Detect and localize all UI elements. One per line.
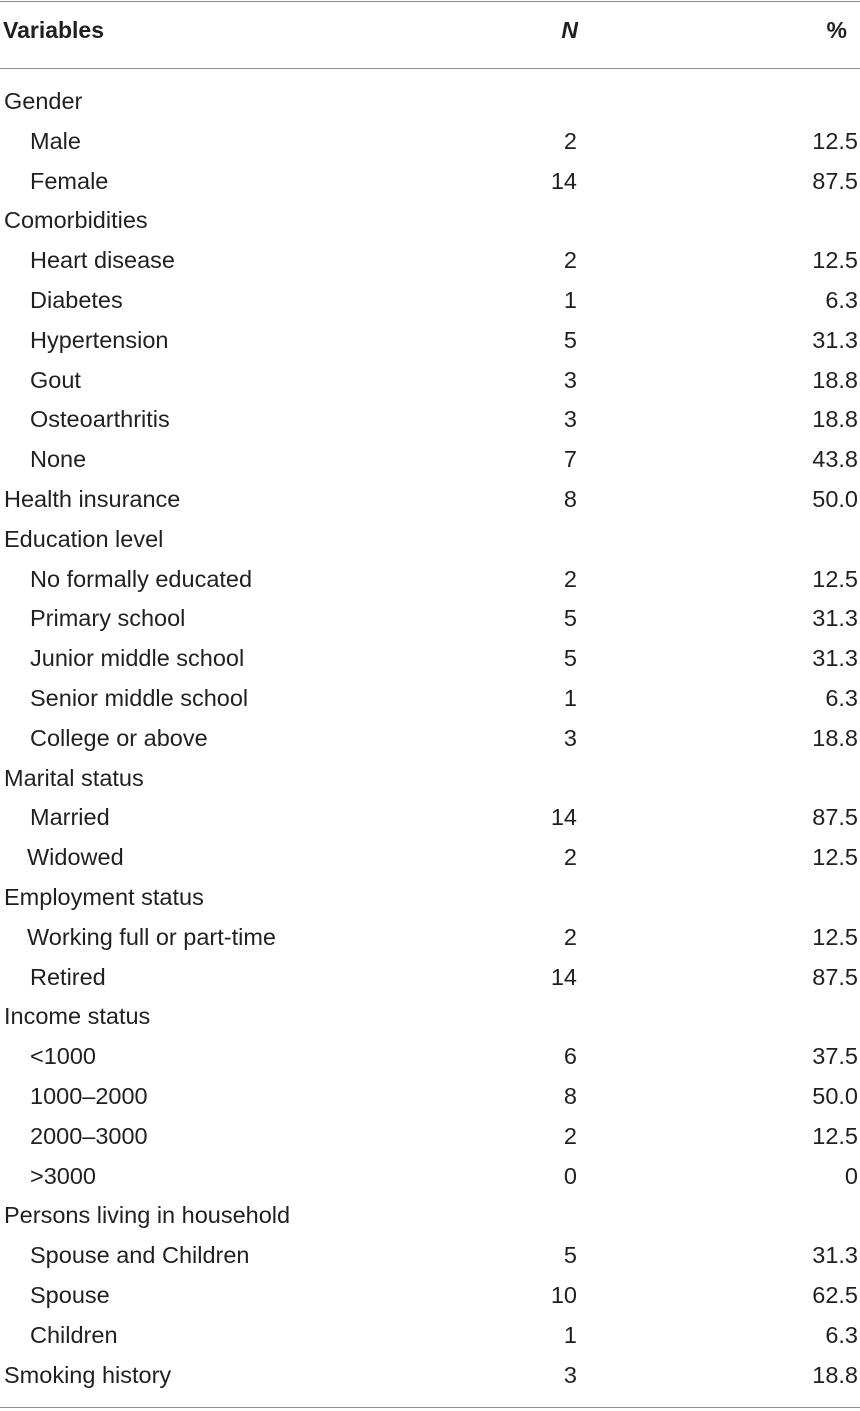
table-row [0, 1236, 860, 1276]
row-percent-value: 37.5 [812, 1043, 858, 1070]
group-row [0, 1196, 860, 1236]
row-percent-value: 18.8 [812, 724, 858, 751]
table-body [0, 82, 860, 1395]
table-row [0, 838, 860, 878]
row-label: Persons living in household [4, 1202, 291, 1229]
row-percent-value: 12.5 [812, 1122, 858, 1149]
row-label: >3000 [30, 1162, 97, 1189]
row-label: Children [30, 1321, 118, 1348]
table-row [0, 440, 860, 480]
row-percent-value: 31.3 [812, 326, 858, 353]
row-percent-value: 31.3 [812, 605, 858, 632]
table-row [0, 1117, 860, 1157]
row-label: Marital status [4, 764, 144, 791]
group-row [0, 878, 860, 918]
row-label: Married [30, 804, 110, 831]
row-percent-value: 18.8 [812, 366, 858, 393]
table-row [0, 719, 860, 759]
header-rule [0, 68, 860, 69]
row-percent-value: 18.8 [812, 1361, 858, 1388]
table-row [0, 321, 860, 361]
row-percent-value: 31.3 [812, 645, 858, 672]
row-n-value: 2 [563, 247, 577, 274]
row-label: Diabetes [30, 286, 123, 313]
row-percent-value: 87.5 [812, 804, 858, 831]
row-label: Employment status [4, 883, 204, 910]
row-n-value: 2 [563, 1122, 577, 1149]
table-row [0, 1276, 860, 1316]
row-n-value: 2 [563, 565, 577, 592]
row-percent-value: 12.5 [812, 127, 858, 154]
row-n-value: 14 [550, 963, 577, 990]
row-n-value: 1 [563, 1321, 577, 1348]
row-label: 2000–3000 [30, 1122, 148, 1149]
header-n: N [561, 17, 578, 43]
row-n-value: 5 [563, 326, 577, 353]
row-percent-value: 18.8 [812, 406, 858, 433]
table-row [0, 1037, 860, 1077]
table-row [0, 798, 860, 838]
table-row [0, 918, 860, 958]
row-percent-value: 62.5 [812, 1281, 858, 1308]
row-n-value: 3 [563, 366, 577, 393]
group-row [0, 82, 860, 122]
row-n-value: 1 [563, 684, 577, 711]
row-label: Junior middle school [30, 645, 245, 672]
row-label: Widowed [27, 844, 124, 871]
header-percent: % [826, 17, 847, 43]
table-row [0, 1157, 860, 1197]
table-row [0, 1077, 860, 1117]
group-row [0, 759, 860, 799]
table-row [0, 400, 860, 440]
row-label: Gout [30, 366, 81, 393]
group-row [0, 520, 860, 560]
row-label: Senior middle school [30, 684, 249, 711]
row-n-value: 5 [563, 645, 577, 672]
row-n-value: 2 [563, 844, 577, 871]
row-n-value: 14 [550, 804, 577, 831]
row-label: College or above [30, 724, 208, 751]
table-row [0, 281, 860, 321]
row-n-value: 0 [563, 1162, 577, 1189]
row-label: Smoking history [4, 1361, 172, 1388]
row-label: No formally educated [30, 565, 253, 592]
row-n-value: 5 [563, 1242, 577, 1269]
row-percent-value: 0 [844, 1162, 858, 1189]
bottom-rule [0, 1407, 860, 1408]
row-label: Income status [4, 1003, 151, 1030]
row-percent-value: 6.3 [825, 1321, 858, 1348]
table-header [0, 1, 860, 68]
table-row [0, 1316, 860, 1356]
row-n-value: 3 [563, 406, 577, 433]
row-n-value: 2 [563, 127, 577, 154]
row-label: Education level [4, 525, 164, 552]
header-variables: Variables [3, 17, 105, 43]
row-label: Male [30, 127, 81, 154]
row-n-value: 3 [563, 1361, 577, 1388]
table-row [0, 162, 860, 202]
row-label: Comorbidities [4, 207, 148, 234]
group-row [0, 1356, 860, 1396]
table-row [0, 639, 860, 679]
row-label: Health insurance [4, 485, 181, 512]
row-label: Spouse [30, 1281, 110, 1308]
group-row [0, 201, 860, 241]
row-percent-value: 43.8 [812, 446, 858, 473]
row-percent-value: 12.5 [812, 247, 858, 274]
row-percent-value: 12.5 [812, 844, 858, 871]
group-row [0, 480, 860, 520]
table-row [0, 361, 860, 401]
table-row [0, 679, 860, 719]
row-label: Primary school [30, 605, 186, 632]
row-percent-value: 6.3 [825, 684, 858, 711]
row-n-value: 6 [563, 1043, 577, 1070]
row-label: Female [30, 167, 109, 194]
table-row [0, 560, 860, 600]
row-percent-value: 31.3 [812, 1242, 858, 1269]
table-row [0, 958, 860, 998]
row-percent-value: 12.5 [812, 565, 858, 592]
row-label: Hypertension [30, 326, 169, 353]
row-n-value: 1 [563, 286, 577, 313]
table-row [0, 241, 860, 281]
row-percent-value: 50.0 [812, 485, 858, 512]
row-label: Heart disease [30, 247, 175, 274]
row-percent-value: 50.0 [812, 1082, 858, 1109]
row-percent-value: 87.5 [812, 963, 858, 990]
group-row [0, 997, 860, 1037]
row-label: None [30, 446, 87, 473]
row-label: 1000–2000 [30, 1082, 148, 1109]
row-label: Spouse and Children [30, 1242, 250, 1269]
row-label: Working full or part-time [27, 923, 276, 950]
row-n-value: 8 [563, 1082, 577, 1109]
row-n-value: 7 [563, 446, 577, 473]
row-label: Gender [4, 88, 83, 114]
row-percent-value: 87.5 [812, 167, 858, 194]
row-n-value: 5 [563, 605, 577, 632]
row-n-value: 2 [563, 923, 577, 950]
row-label: <1000 [30, 1043, 97, 1070]
row-percent-value: 6.3 [825, 286, 858, 313]
row-n-value: 10 [550, 1281, 577, 1308]
row-percent-value: 12.5 [812, 923, 858, 950]
row-label: Osteoarthritis [30, 406, 170, 433]
table-row [0, 122, 860, 162]
row-n-value: 14 [550, 167, 577, 194]
table-row [0, 599, 860, 639]
row-label: Retired [30, 963, 106, 990]
row-n-value: 8 [563, 485, 577, 512]
row-n-value: 3 [563, 724, 577, 751]
